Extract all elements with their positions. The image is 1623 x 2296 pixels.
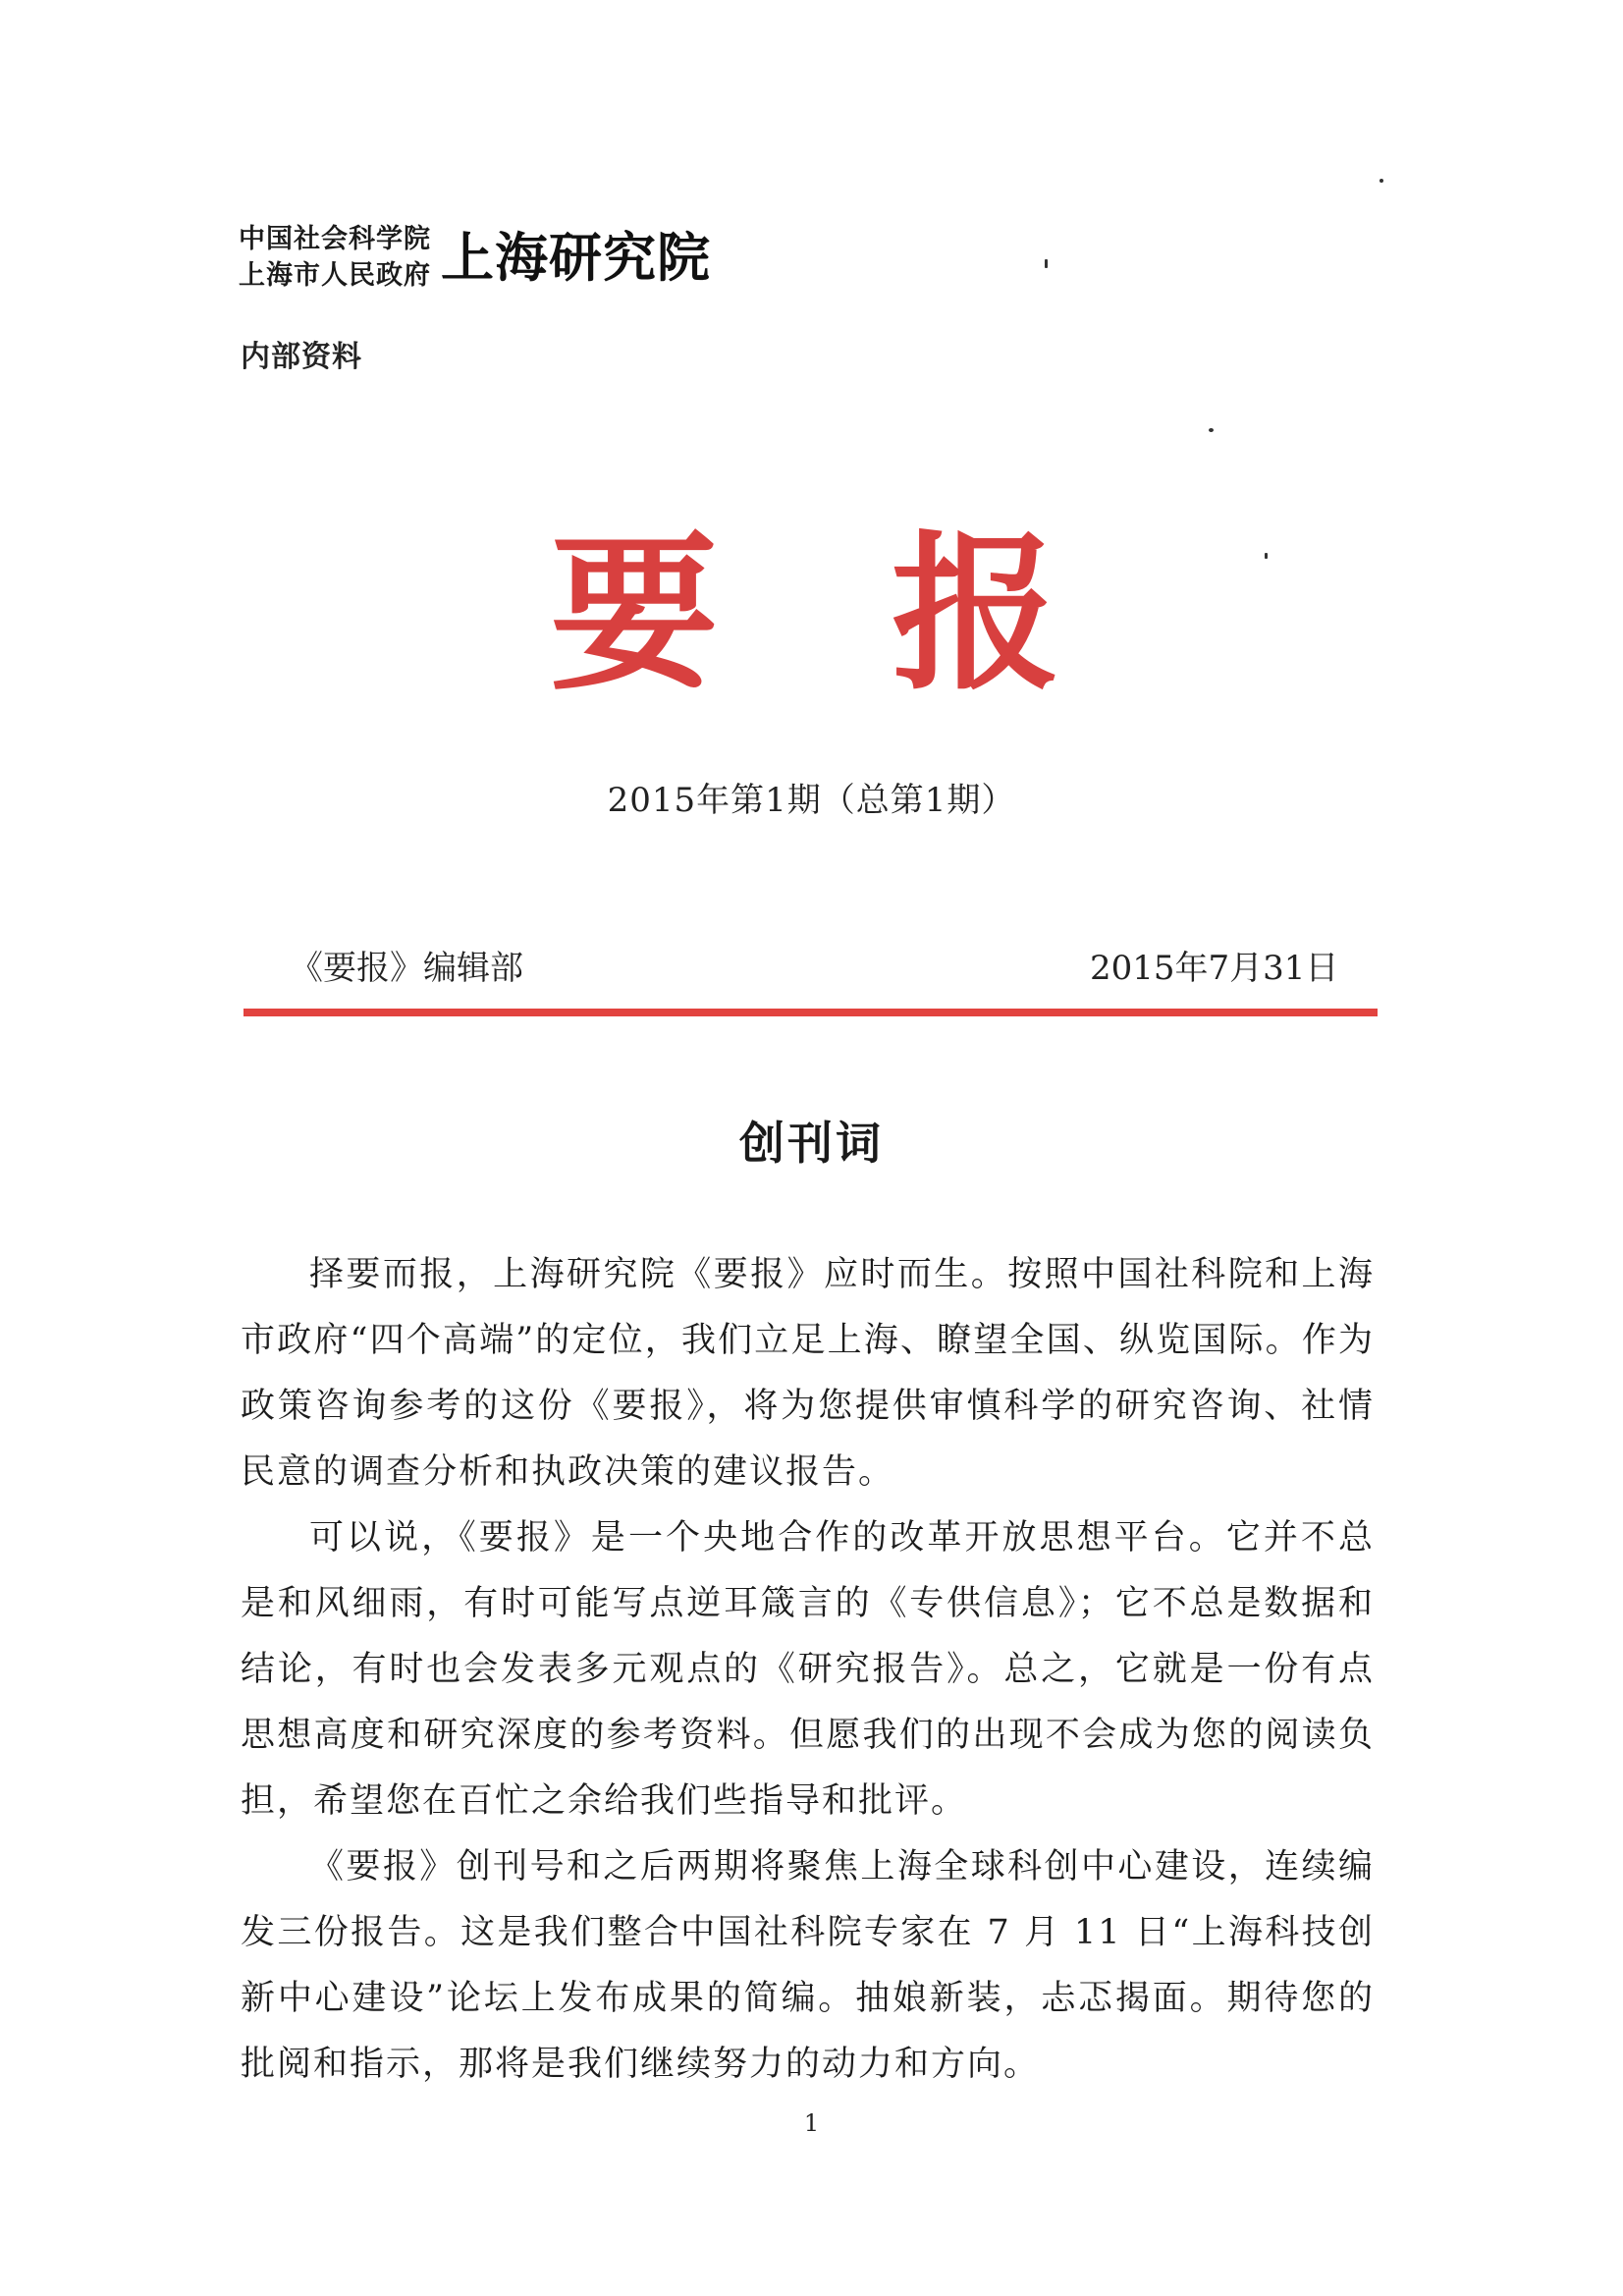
- body-paragraph-3: 《要报》创刊号和之后两期将聚焦上海全球科创中心建设，连续编发三份报告。这是我们整合中国社科院专家在 7 月 11 日“上海科技创新中心建设”论坛上发布成果的简编。抽娘新装，忐忑揭面。期待您的批阅和指示，那将是我们继续努力的动力和方向。: [241, 1847, 1375, 2084]
- page-number: 1: [803, 2109, 820, 2137]
- scan-speck: [1045, 259, 1048, 268]
- article-title: 创刊词: [739, 1117, 884, 1170]
- scan-speck: [1380, 179, 1383, 183]
- institute-name: 上海研究院: [441, 226, 711, 289]
- letterhead: [239, 221, 711, 294]
- issue-number: 2015年第1期（总第1期）: [607, 781, 1016, 820]
- scan-speck: [1265, 553, 1268, 559]
- org-line-1: 中国社会科学院: [239, 224, 431, 254]
- masthead-title: [550, 514, 1060, 713]
- masthead-char-2: 报: [892, 514, 1060, 713]
- article-body: [241, 1242, 1375, 2098]
- editorial-department: 《要报》编辑部: [290, 949, 523, 988]
- publication-date: 2015年7月31日: [1090, 949, 1339, 988]
- body-paragraph-1: 择要而报，上海研究院《要报》应时而生。按照中国社科院和上海市政府“四个高端”的定位，我们立足上海、瞭望全国、纵览国际。作为政策咨询参考的这份《要报》，将为您提供审慎科学的研究咨询、社情民意的调查分析和执政决策的建议报告。: [241, 1255, 1375, 1492]
- red-divider-rule: [243, 1009, 1378, 1016]
- body-paragraph-2: 可以说，《要报》是一个央地合作的改革开放思想平台。它并不总是和风细雨，有时可能写点逆耳箴言的《专供信息》；它不总是数据和结论，有时也会发表多元观点的《研究报告》。总之，它就是一份有点思想高度和研究深度的参考资料。但愿我们的出现不会成为您的阅读负担，希望您在百忙之余给我们些指导和批评。: [241, 1518, 1375, 1821]
- scan-speck: [1209, 428, 1214, 432]
- sponsor-organizations: [239, 221, 431, 294]
- org-line-2: 上海市人民政府: [239, 260, 431, 291]
- masthead-char-1: 要: [550, 514, 719, 713]
- classification-label: 内部资料: [241, 340, 362, 374]
